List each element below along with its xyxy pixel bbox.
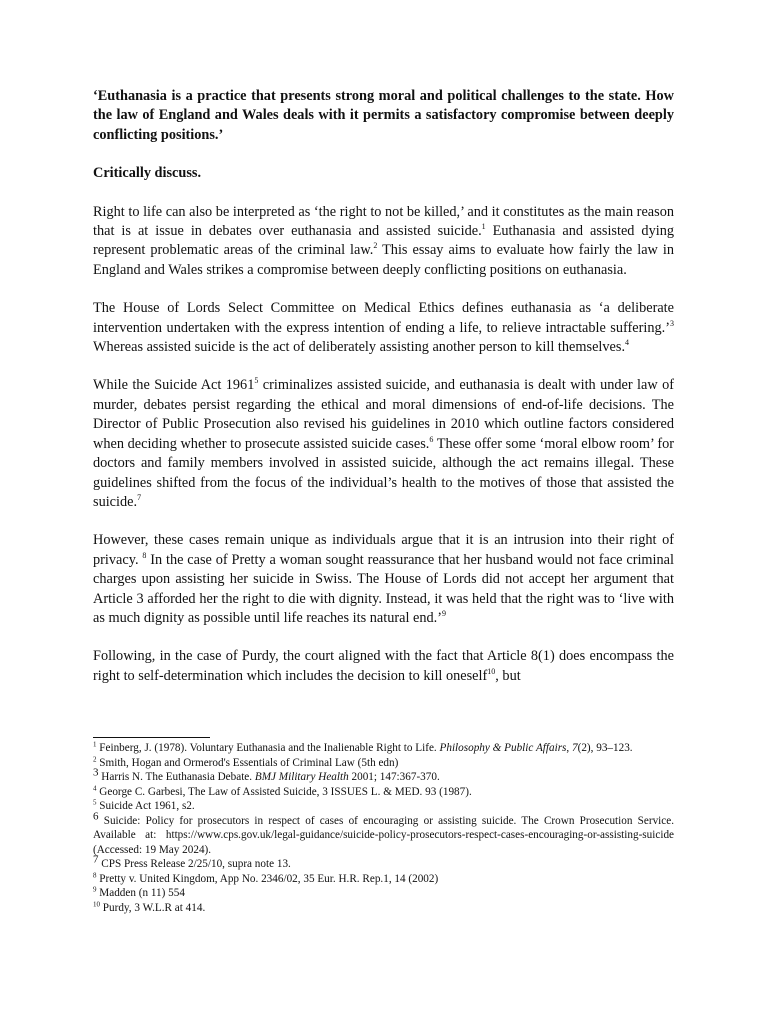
footnote-text: Purdy, 3 W.L.R at 414. [102,901,206,914]
footnote [93,741,674,756]
paragraph-text: Following, in the case of Purdy, the court aligned with the fact that Article 8(1) does encompass the right to self-determination which includes the decision to kill oneself [93,648,674,684]
paragraph-text: However, these cases remain unique as individuals argue that it is an intrusion into their right of privacy. [93,532,674,568]
footnote-number: 1 [93,740,97,749]
body-paragraph [93,647,674,686]
footnote-number: 3 [93,766,99,779]
footnote-number: 4 [93,783,97,792]
footnote-ref: 4 [625,338,630,348]
footnote-number: 9 [93,885,97,894]
footnote-text: (2), 93–123. [577,742,633,754]
footnote-number: 10 [93,899,100,908]
footnote-number: 5 [93,798,97,807]
footnote-ref: 7 [137,493,142,503]
footnote [93,799,674,814]
body-paragraph [93,203,674,281]
body-paragraph [93,376,674,512]
footnote-text: Madden (n 11) 554 [99,887,185,899]
body-paragraph [93,531,674,628]
essay-paragraphs [93,203,674,687]
footnote-text: BMJ Military Health [254,771,349,783]
footnote [93,756,674,771]
footnote-text: 2001; 147:367-370. [348,771,440,783]
footnotes [93,741,674,915]
footnote-ref: 2 [373,241,378,251]
footnote [93,853,674,872]
footnote-number: 6 [93,809,99,822]
essay-body [93,87,674,686]
body-paragraph [93,299,674,357]
footnote-ref: 10 [487,666,496,676]
paragraph-text: While the Suicide Act 1961 [93,377,255,394]
paragraph-text: These offer some ‘moral elbow room’ for doctors and family members involved in assisted suicide, although the act remains illegal. These guidelines shifted from the focus of the individual’s health to the motives of those that assisted the suicide. [93,435,674,510]
paragraph-text: This essay aims to evaluate how fairly the law in England and Wales strikes a compromise between deeply conflicting positions on euthanasia. [93,242,674,278]
footnote-text: Smith, Hogan and Ormerod's Essentials of Criminal Law (5th edn) [99,756,399,769]
footnote-number: 8 [93,870,97,879]
footnote-text: Pretty v. United Kingdom, App No. 2346/02, 35 Eur. H.R. Rep.1, 14 (2002) [99,872,439,885]
footnote-text: George C. Garbesi, The Law of Assisted Suicide, 3 ISSUES L. & MED. 93 (1987). [99,785,472,798]
essay-instruction: Critically discuss. [93,165,202,182]
paragraph-text: , but [495,667,521,684]
paragraph-text: Right to life can also be interpreted as ‘the right to not be killed,’ and it constitutes as the main reason that is at issue in debates over euthanasia and assisted suicide. [93,203,674,240]
footnote-text: , [566,742,573,754]
footnote-text: Suicide: Policy for prosecutors in respect of cases of encouraging or assisting suicide. The Crown Prosecution Service. Available at: https://www.cps.gov.uk/legal-guidance/suicide-policy-prosecutors-respect-cases-encouraging-or-assisting-suicide (Accessed: 19 May 2024). [93,814,675,856]
footnote [93,785,674,800]
footnote-text: Feinberg, J. (1978). Voluntary Euthanasia and the Inalienable Right to Life. [99,742,440,754]
footnote-text: Suicide Act 1961, s2. [99,800,195,812]
footnote-text: CPS Press Release 2/25/10, supra note 13. [101,858,291,870]
footnote-separator [93,737,210,738]
paragraph-text: criminalizes assisted suicide, and euthanasia is dealt with under law of murder, debates persist regarding the ethical and moral dimensions of end-of-life decisions. The Director of Public Prosecution also revised his guidelines in 2010 which outline factors considered when deciding whether to prosecute assisted suicide cases. [93,377,674,452]
footnote-ref: 5 [254,376,259,386]
footnote-ref: 6 [429,434,434,444]
paragraph-text: The House of Lords Select Committee on Medical Ethics defines euthanasia as ‘a deliberate intervention undertaken with the express intention of ending a life, to relieve intractable suffering.’ [93,300,674,336]
footnote [93,886,674,901]
paragraph-text: In the case of Pretty a woman sought reassurance that her husband would not face criminal charges upon assisting her suicide in Swiss. The House of Lords did not accept her argument that Article 3 afforded her the right to die with dignity. Instead, it was held that the right was to ‘live with as much dignity as possible until life reaches its natural end.’ [93,551,674,626]
footnote-number: 7 [93,853,99,866]
paragraph-text: Euthanasia and assisted dying represent problematic areas of the criminal law. [93,223,674,259]
footnote [93,901,674,916]
footnote-ref: 3 [670,318,674,328]
essay-title: ‘Euthanasia is a practice that presents strong moral and political challenges to the state. How the law of England and Wales deals with it permits a satisfactory compromise between deeply conflicting positions.’ [93,88,674,143]
footnote-text: Harris N. The Euthanasia Debate. [101,771,255,783]
footnote-ref: 9 [442,609,446,619]
footnote-ref: 8 [142,550,147,560]
footnote-number: 2 [93,754,97,763]
footnote-text: 7 [572,742,578,754]
footnote-text: Philosophy & Public Affairs [439,742,567,754]
paragraph-text: Whereas assisted suicide is the act of deliberately assisting another person to kill themselves. [93,339,626,356]
footnote [93,872,674,887]
footnote [93,766,674,785]
footnote [93,809,675,858]
footnote-ref: 1 [481,222,486,232]
